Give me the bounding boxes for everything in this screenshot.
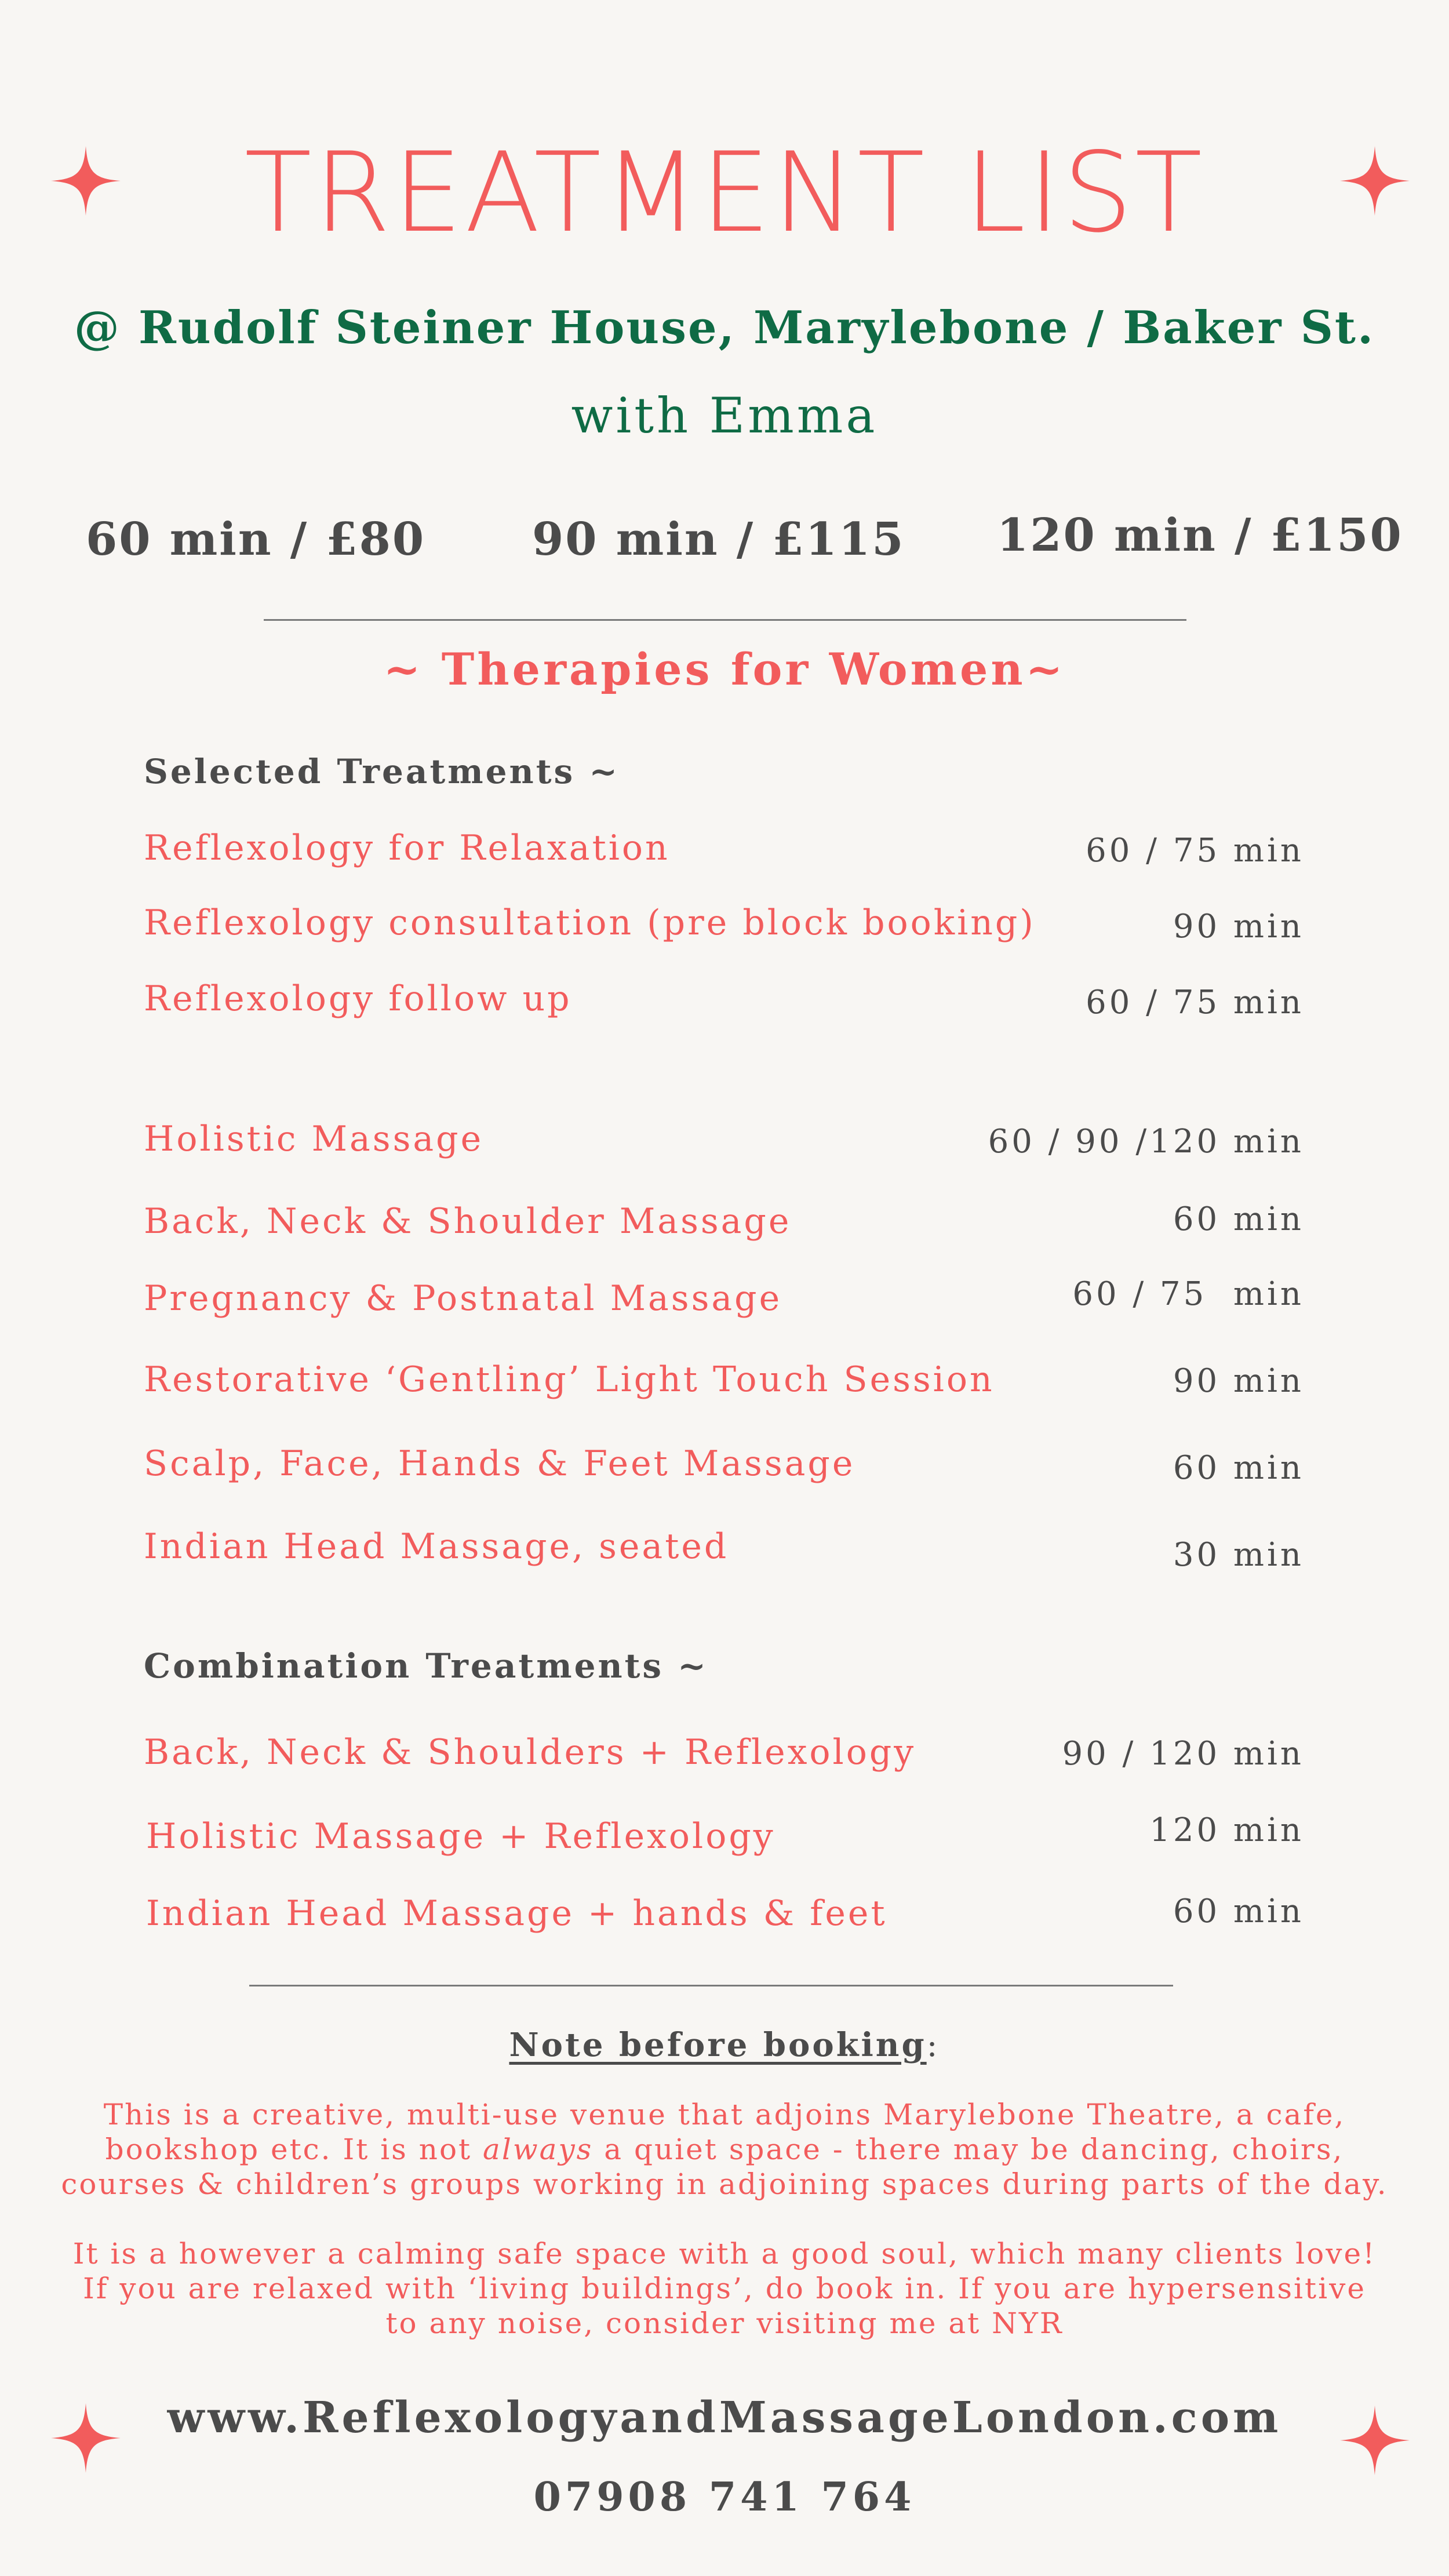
divider-top: [264, 619, 1186, 621]
note-text: a quiet space - there may be dancing, choirs,: [593, 2133, 1344, 2166]
treatment-duration: 120 min: [1149, 1811, 1304, 1849]
treatment-duration: 60 / 75 min: [1072, 1275, 1304, 1313]
treatment-duration: 90 / 120 min: [1062, 1735, 1304, 1773]
note-line: It is a however a calming safe space with a good soul, which many clients love!: [72, 2237, 1377, 2271]
treatment-name: Indian Head Massage + hands & feet: [146, 1893, 887, 1934]
treatment-duration: 90 min: [1173, 908, 1304, 945]
treatment-name: Reflexology for Relaxation: [144, 828, 670, 868]
website-link[interactable]: www.ReflexologyandMassageLondon.com: [167, 2393, 1282, 2443]
therapist-name: with Emma: [571, 387, 878, 444]
combination-heading: Combination Treatments ~: [144, 1646, 708, 1686]
divider-bottom: [249, 1985, 1173, 1986]
treatment-name: Reflexology consultation (pre block booking): [144, 903, 1036, 943]
women-heading: ~ Therapies for Women~: [383, 643, 1066, 695]
treatment-name: Reflexology follow up: [144, 978, 572, 1019]
treatment-name: Holistic Massage + Reflexology: [146, 1816, 776, 1857]
treatment-name: Back, Neck & Shoulder Massage: [144, 1201, 792, 1242]
treatment-name: Restorative ‘Gentling’ Light Touch Session: [144, 1359, 995, 1400]
note-line: If you are relaxed with ‘living buildings’, do book in. If you are hypersensitive: [83, 2272, 1366, 2305]
note-heading-colon: :: [926, 2026, 940, 2064]
treatment-duration: 30 min: [1173, 1536, 1304, 1574]
treatment-duration: 60 min: [1173, 1449, 1304, 1487]
treatment-name: Scalp, Face, Hands & Feet Massage: [144, 1443, 855, 1484]
note-heading: [0, 2026, 1449, 2064]
note-line: [0, 2135, 1449, 2164]
note-line: to any noise, consider visiting me at NYR: [385, 2306, 1064, 2340]
location-subtitle: @ Rudolf Steiner House, Marylebone / Baker St.: [74, 301, 1375, 354]
treatment-duration: 60 min: [1173, 1893, 1304, 1930]
note-line: courses & children’s groups working in adjoining spaces during parts of the day.: [61, 2167, 1388, 2201]
price-60: 60 min / £80: [86, 513, 426, 566]
treatment-duration: 60 / 90 /120 min: [988, 1123, 1304, 1160]
note-heading-text: Note before booking: [509, 2026, 927, 2064]
treatment-duration: 60 / 75 min: [1086, 832, 1304, 869]
note-line: This is a creative, multi-use venue that adjoins Marylebone Theatre, a cafe,: [103, 2098, 1346, 2131]
note-text: bookshop etc. It is not: [105, 2133, 483, 2166]
note-emphasis: always: [483, 2133, 594, 2166]
treatment-name: Holistic Massage: [144, 1119, 484, 1159]
treatment-name: Back, Neck & Shoulders + Reflexology: [144, 1732, 916, 1773]
selected-heading: Selected Treatments ~: [144, 752, 620, 791]
treatment-name: Indian Head Massage, seated: [144, 1526, 729, 1567]
page-title: TREATMENT LIST: [244, 129, 1205, 257]
price-90: 90 min / £115: [532, 513, 905, 566]
price-120: 120 min / £150: [997, 509, 1403, 562]
treatment-duration: 60 min: [1173, 1200, 1304, 1238]
phone-number[interactable]: 07908 741 764: [533, 2474, 916, 2520]
treatment-duration: 90 min: [1173, 1362, 1304, 1400]
treatment-duration: 60 / 75 min: [1086, 984, 1304, 1021]
treatment-name: Pregnancy & Postnatal Massage: [144, 1278, 782, 1319]
